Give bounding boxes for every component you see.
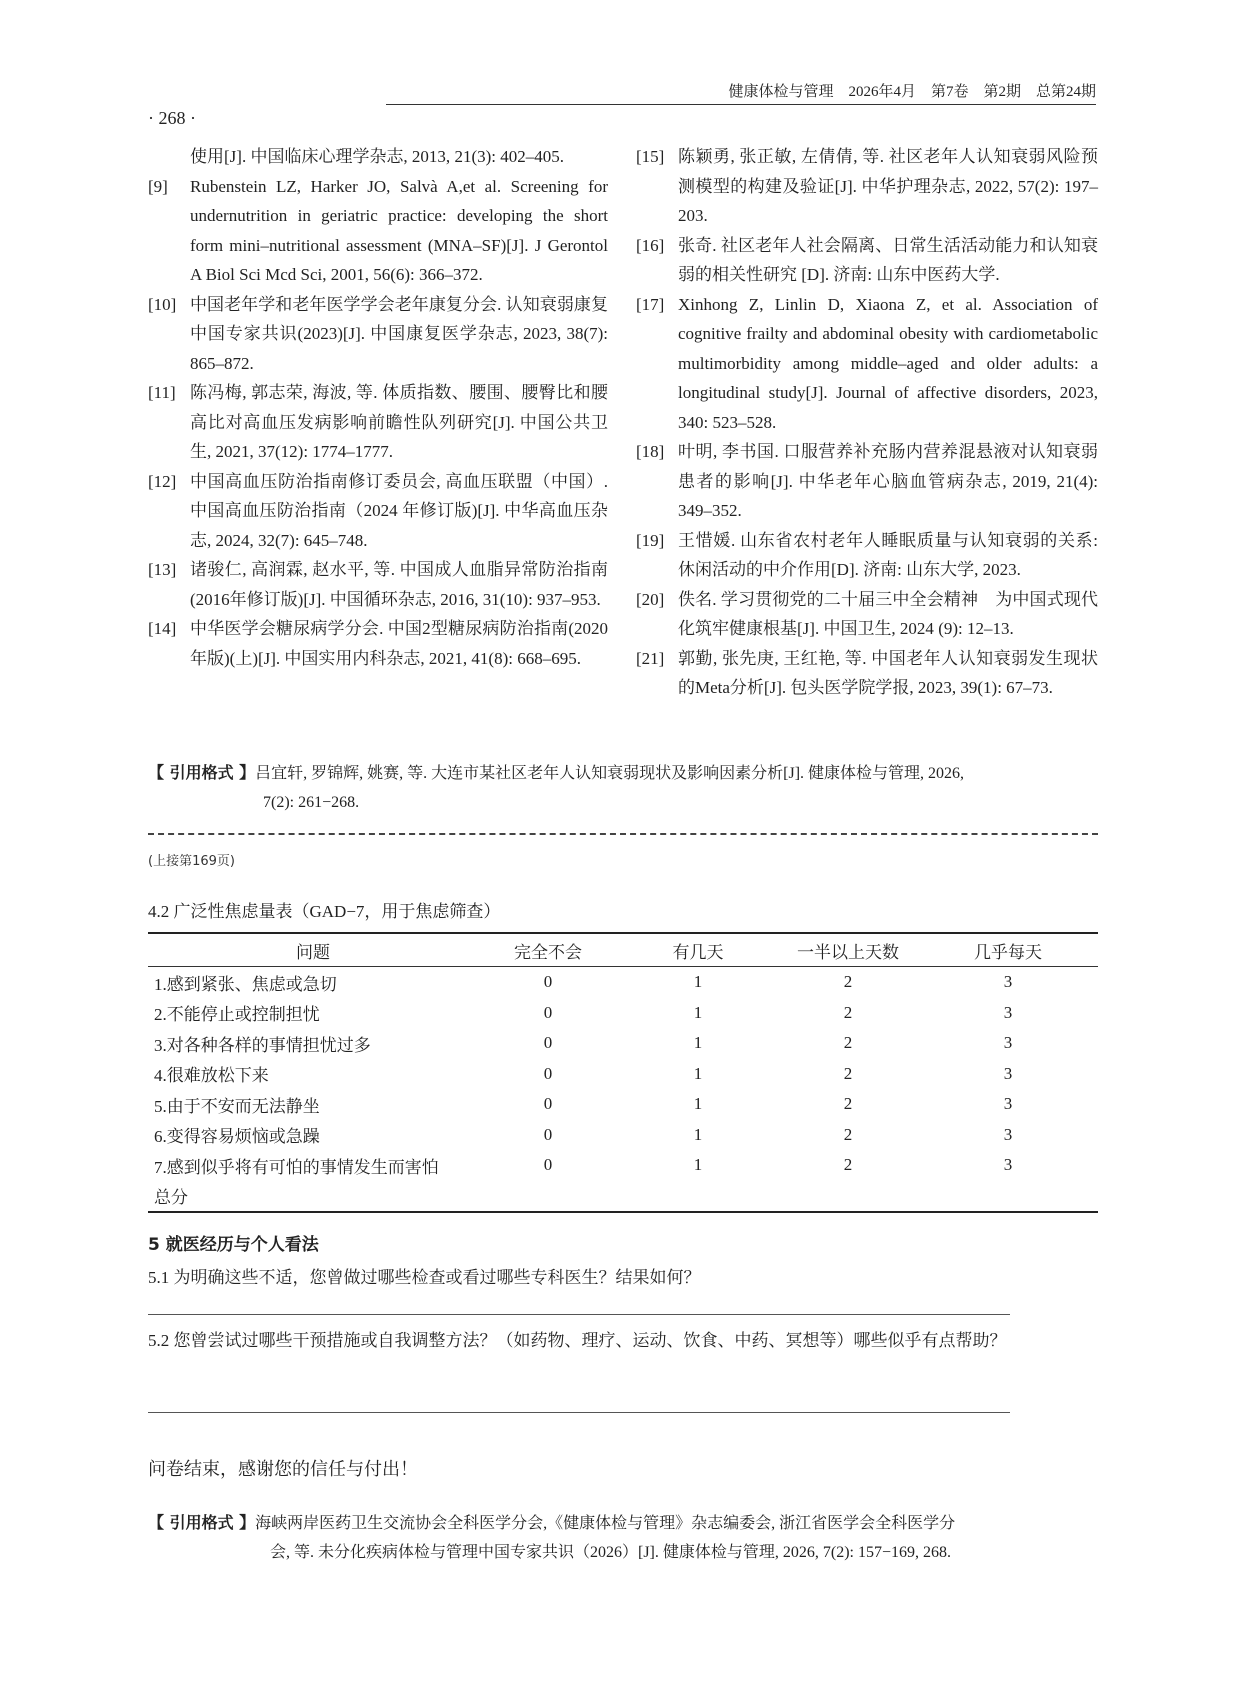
- reference-text: Xinhong Z, Linlin D, Xiaona Z, et al. Association of cognitive frailty and abdominal obesity with cardiometabolic multimorbidity among middle–aged and older adults: a longitudinal study[J]. Journal of affective disorders, 2023, 340: 523–528.: [678, 294, 1098, 432]
- reference-text: 中国老年学和老年医学学会老年康复分会. 认知衰弱康复中国专家共识(2023)[J]. 中国康复医学杂志, 2023, 38(7): 865–872.: [190, 294, 608, 373]
- reference-text: 中华医学会糖尿病学分会. 中国2型糖尿病防治指南(2020年版)(上)[J]. 中国实用内科杂志, 2021, 41(8): 668–695.: [190, 619, 608, 668]
- score-cell: 2: [843, 972, 853, 992]
- score-cell: 1: [693, 1124, 703, 1144]
- citation-format-2: [148, 1508, 1098, 1567]
- column-header: 问题: [148, 933, 478, 967]
- question-cell: 2.不能停止或控制担忧: [154, 1005, 320, 1025]
- reference-number: [12]: [148, 471, 177, 491]
- reference-number: [11]: [148, 383, 176, 402]
- score-cell: [778, 1181, 918, 1213]
- reference-item: [148, 142, 608, 172]
- score-cell: [478, 1181, 618, 1213]
- gad7-title: 4.2 广泛性焦虑量表（GAD−7，用于焦虑筛查）: [148, 902, 501, 921]
- score-cell: 3: [1003, 1033, 1013, 1053]
- column-header: 有几天: [618, 933, 778, 967]
- dashed-divider: [148, 833, 1098, 835]
- score-cell: 0: [543, 972, 553, 992]
- citation-text: 吕宜轩, 罗锦辉, 姚赛, 等. 大连市某社区老年人认知衰弱现状及影响因素分析[J]. 健康体检与管理, 2026,: [255, 765, 965, 782]
- question-cell: 5.由于不安而无法静坐: [154, 1096, 320, 1116]
- question-cell: 3.对各种各样的事情担忧过多: [154, 1035, 371, 1055]
- references-left-column: [148, 142, 608, 673]
- reference-text: 张奇. 社区老年人社会隔离、日常生活活动能力和认知衰弱的相关性研究 [D]. 济南: 山东中医药大学.: [678, 235, 1098, 284]
- score-cell: 1: [693, 1063, 703, 1083]
- score-cell: 3: [1003, 1002, 1013, 1022]
- reference-number: [18]: [636, 442, 665, 461]
- table-row: [148, 1059, 1098, 1090]
- table-row: [148, 1089, 1098, 1120]
- score-cell: 0: [543, 1033, 553, 1053]
- table-row: [148, 967, 1098, 998]
- citation-label: 【 引用格式 】: [148, 763, 256, 782]
- score-cell: 0: [543, 1063, 553, 1083]
- score-cell: 3: [1003, 1124, 1013, 1144]
- reference-number: [16]: [636, 235, 665, 255]
- reference-text: 使用[J]. 中国临床心理学杂志, 2013, 21(3): 402–405.: [190, 147, 564, 166]
- reference-text: 王惜媛. 山东省农村老年人睡眠质量与认知衰弱的关系: 休闲活动的中介作用[D]. 济南: 山东大学, 2023.: [678, 530, 1098, 579]
- question-5-1: 5.1 为明确这些不适，您曾做过哪些检查或看过哪些专科医生？结果如何？: [148, 1268, 701, 1287]
- reference-text: 佚名. 学习贯彻党的二十届三中全会精神 为中国式现代化筑牢健康根基[J]. 中国卫生, 2024 (9): 12–13.: [678, 589, 1098, 638]
- reference-text: 陈冯梅, 郭志荣, 海波, 等. 体质指数、腰围、腰臀比和腰高比对高血压发病影响前瞻性队列研究[J]. 中国公共卫生, 2021, 37(12): 1774–1777.: [190, 383, 608, 461]
- table-row: [148, 1181, 1098, 1213]
- reference-item: [636, 526, 1098, 585]
- reference-number: [17]: [636, 294, 665, 314]
- score-cell: 1: [693, 1155, 703, 1175]
- reference-number: [20]: [636, 589, 665, 609]
- score-cell: 2: [843, 1063, 853, 1083]
- question-cell: 4.很难放松下来: [154, 1066, 269, 1086]
- score-cell: 1: [693, 1002, 703, 1022]
- score-cell: 2: [843, 1002, 853, 1022]
- column-header: 一半以上天数: [778, 933, 918, 967]
- column-header: 几乎每天: [918, 933, 1098, 967]
- citation-text: 海峡两岸医药卫生交流协会全科医学分会,《健康体检与管理》杂志编委会, 浙江省医学会全科医学分: [255, 1515, 956, 1532]
- reference-text: 诸骏仁, 高润霖, 赵水平, 等. 中国成人血脂异常防治指南(2016年修订版)[J]. 中国循环杂志, 2016, 31(10): 937–953.: [190, 560, 608, 609]
- citation-text-cont: 会, 等. 未分化疾病体检与管理中国专家共识（2026）[J]. 健康体检与管理, 2026, 7(2): 157−169, 268.: [270, 1544, 952, 1561]
- reference-item: [636, 290, 1098, 438]
- reference-text: 中国高血压防治指南修订委员会, 高血压联盟（中国）. 中国高血压防治指南（2024 年修订版)[J]. 中华高血压杂志, 2024, 32(7): 645–748.: [190, 471, 608, 550]
- score-cell: 2: [843, 1094, 853, 1114]
- citation-format-1: [148, 758, 1098, 817]
- citation-text-cont: 7(2): 261−268.: [263, 794, 360, 811]
- reference-item: [636, 585, 1098, 644]
- score-cell: 0: [543, 1124, 553, 1144]
- citation-label: 【 引用格式 】: [148, 1513, 256, 1532]
- reference-item: [148, 290, 608, 379]
- table-row: [148, 998, 1098, 1029]
- question-cell: 1.感到紧张、焦虑或急切: [154, 974, 337, 994]
- reference-item: [148, 378, 608, 467]
- score-cell: 0: [543, 1002, 553, 1022]
- reference-item: [148, 555, 608, 614]
- table-row: [148, 1120, 1098, 1151]
- score-cell: 3: [1003, 972, 1013, 992]
- score-cell: [618, 1181, 778, 1213]
- score-cell: 1: [693, 1094, 703, 1114]
- reference-item: [148, 614, 608, 673]
- header-rule: [386, 104, 1096, 105]
- score-cell: 0: [543, 1094, 553, 1114]
- gad7-table: [148, 932, 1098, 1213]
- reference-item: [636, 437, 1098, 526]
- score-cell: 1: [693, 1033, 703, 1053]
- table-row: [148, 1028, 1098, 1059]
- table-row: [148, 1150, 1098, 1181]
- reference-number: [9]: [148, 176, 168, 196]
- continued-note: (上接第169页): [148, 854, 235, 869]
- score-cell: 3: [1003, 1155, 1013, 1175]
- score-cell: 2: [843, 1124, 853, 1144]
- reference-number: [14]: [148, 619, 177, 638]
- reference-number: [148, 142, 190, 172]
- reference-text: 陈颖勇, 张正敏, 左倩倩, 等. 社区老年人认知衰弱风险预测模型的构建及验证[J]. 中华护理杂志, 2022, 57(2): 197–203.: [678, 147, 1098, 225]
- reference-number: [19]: [636, 530, 665, 550]
- question-cell: 总分: [154, 1188, 188, 1208]
- reference-number: [21]: [636, 648, 665, 668]
- score-cell: 3: [1003, 1094, 1013, 1114]
- reference-text: Rubenstein LZ, Harker JO, Salvà A,et al. Screening for undernutrition in geriatric practice: developing the short form mini–nutritional assessment (MNA–SF)[J]. J Gerontol A Biol Sci Mcd Sci, 2001, 56(6): 366–372.: [190, 176, 608, 284]
- page-number: · 268 ·: [148, 108, 196, 128]
- question-cell: 7.感到似乎将有可怕的事情发生而害怕: [154, 1157, 439, 1177]
- table-header-row: [148, 933, 1098, 967]
- references-right-column: [636, 142, 1098, 703]
- score-cell: 3: [1003, 1063, 1013, 1083]
- score-cell: 1: [693, 972, 703, 992]
- reference-text: 郭勤, 张先庚, 王红艳, 等. 中国老年人认知衰弱发生现状的Meta分析[J]. 包头医学院学报, 2023, 39(1): 67–73.: [678, 648, 1098, 697]
- reference-text: 叶明, 李书国. 口服营养补充肠内营养混悬液对认知衰弱患者的影响[J]. 中华老年心脑血管病杂志, 2019, 21(4): 349–352.: [678, 442, 1098, 520]
- reference-item: [148, 172, 608, 290]
- answer-line-5-2[interactable]: [148, 1412, 1010, 1413]
- column-header: 完全不会: [478, 933, 618, 967]
- end-message: 问卷结束，感谢您的信任与付出！: [148, 1459, 418, 1479]
- reference-number: [15]: [636, 147, 665, 166]
- reference-item: [636, 644, 1098, 703]
- reference-item: [636, 231, 1098, 290]
- journal-header: 健康体检与管理 2026年4月 第7卷 第2期 总第24期: [728, 84, 1096, 100]
- reference-number: [13]: [148, 560, 177, 579]
- reference-item: [636, 142, 1098, 231]
- score-cell: 0: [543, 1155, 553, 1175]
- section-5-heading: 5 就医经历与个人看法: [148, 1235, 319, 1255]
- score-cell: 2: [843, 1155, 853, 1175]
- score-cell: [918, 1181, 1098, 1213]
- answer-line-5-1[interactable]: [148, 1314, 1010, 1315]
- question-5-2: 5.2 您曾尝试过哪些干预措施或自我调整方法？（如药物、理疗、运动、饮食、中药、冥想等）哪些似乎有点帮助？: [148, 1331, 1007, 1350]
- score-cell: 2: [843, 1033, 853, 1053]
- reference-item: [148, 467, 608, 556]
- question-cell: 6.变得容易烦恼或急躁: [154, 1127, 320, 1147]
- reference-number: [10]: [148, 294, 177, 314]
